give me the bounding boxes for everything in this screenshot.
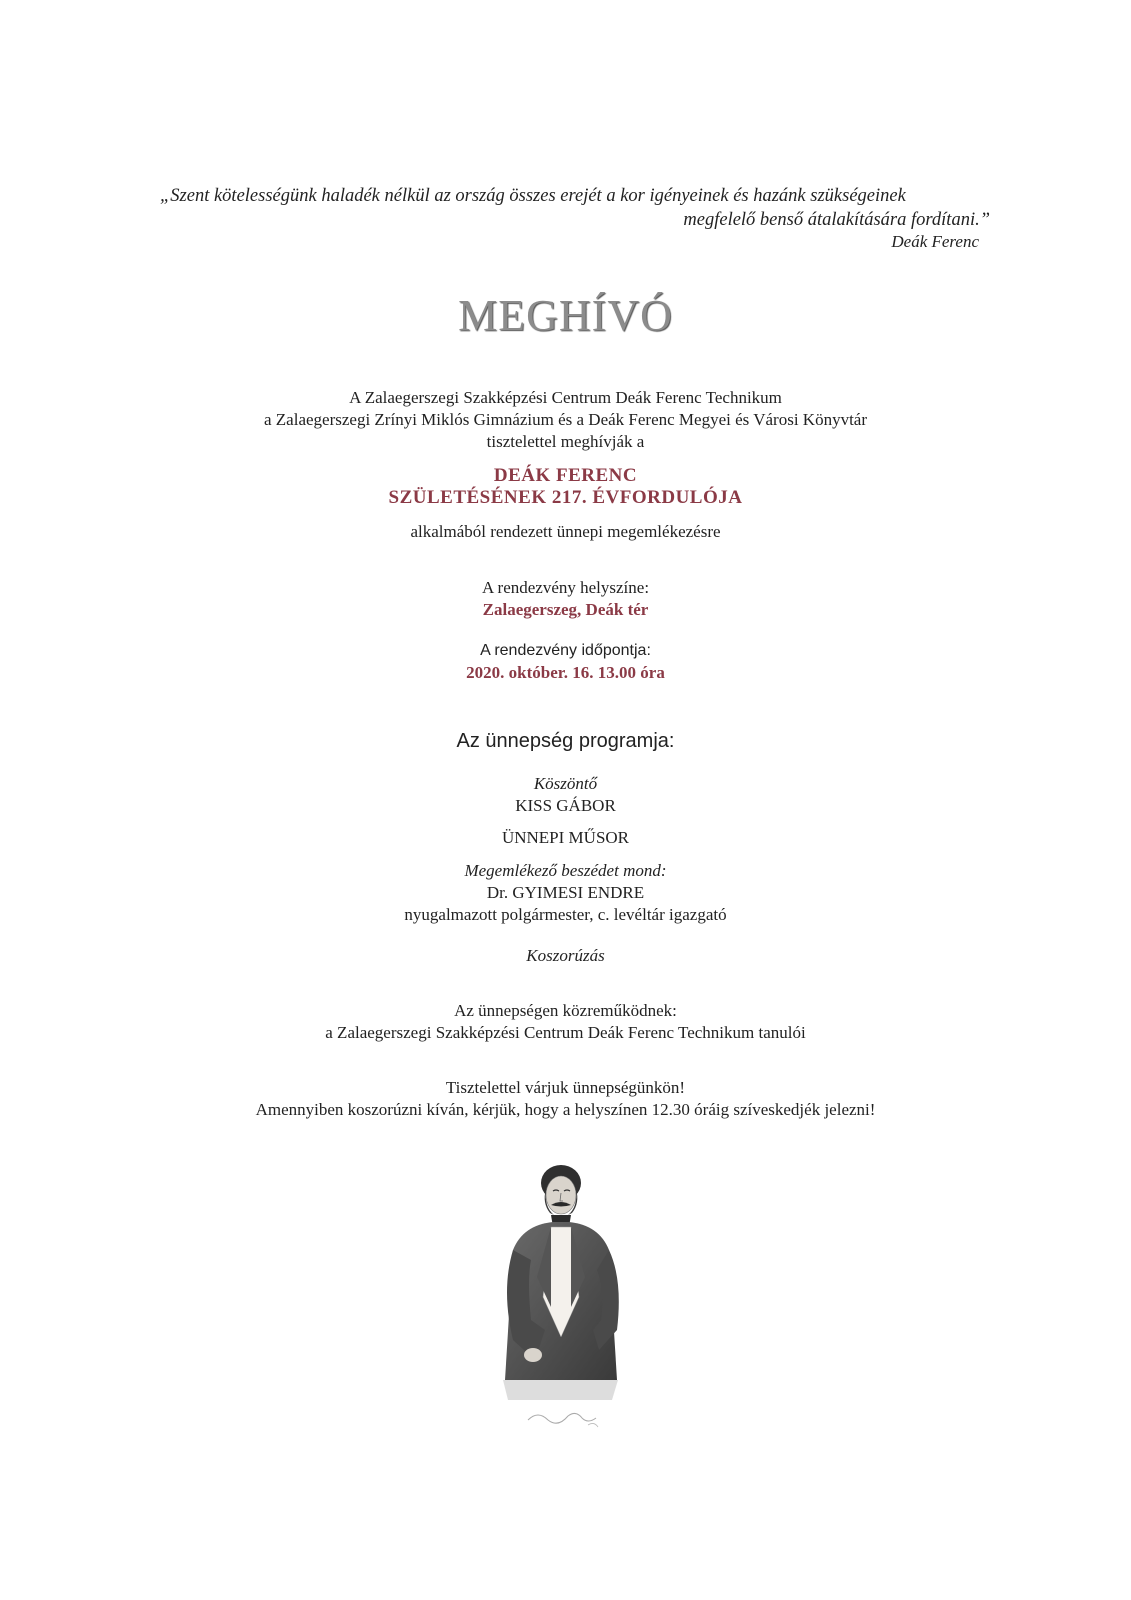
time-label: A rendezvény időpontja: xyxy=(480,642,651,659)
closing-line-1: Tisztelettel várjuk ünnepségünkön! xyxy=(445,1078,686,1097)
program-greeting xyxy=(0,773,1131,817)
event-name-line-1: DEÁK FERENC xyxy=(493,465,638,486)
event-name xyxy=(0,465,1131,509)
greeting-name: KISS GÁBOR xyxy=(515,796,616,815)
quote-author: Deák Ferenc xyxy=(891,232,979,251)
speaker-title: nyugalmazott polgármester, c. levéltár igazgató xyxy=(404,905,727,924)
speech-label: Megemlékező beszédet mond: xyxy=(464,861,667,880)
venue-value: Zalaegerszeg, Deák tér xyxy=(482,600,649,619)
venue-block xyxy=(0,577,1131,621)
invite-line-1: A Zalaegerszegi Szakképzési Centrum Deák Ferenc Technikum xyxy=(349,388,782,407)
page-title: MEGHÍVÓ xyxy=(458,291,673,340)
greeting-label: Köszöntő xyxy=(533,774,598,793)
closing-line-2: Amennyiben koszorúzni kíván, kérjük, hogy a helyszínen 12.30 óráig szíveskedjék jelezni! xyxy=(255,1100,876,1119)
program-speech xyxy=(0,860,1131,926)
program-title: Az ünnepség programja: xyxy=(456,730,675,752)
event-occasion: alkalmából rendezett ünnepi megemlékezésre xyxy=(410,522,721,541)
program-wreath: Koszorúzás xyxy=(526,946,605,965)
quote-line-2: megfelelő benső átalakítására fordítani.” xyxy=(683,210,990,230)
portrait-image xyxy=(493,1155,628,1440)
time-block xyxy=(0,640,1131,684)
quote-line-1: „Szent kötelességünk haladék nélkül az ország összes erejét a kor igényeinek és hazánk szükségeinek xyxy=(160,186,906,206)
invite-line-2: a Zalaegerszegi Zrínyi Miklós Gimnázium és a Deák Ferenc Megyei és Városi Könyvtár xyxy=(264,410,867,429)
contributors-label: Az ünnepségen közreműködnek: xyxy=(454,1001,677,1020)
invite-text xyxy=(0,387,1131,453)
event-name-line-2: SZÜLETÉSÉNEK 217. ÉVFORDULÓJA xyxy=(388,487,743,508)
epigraph-quote xyxy=(160,184,1000,232)
invite-line-3: tisztelettel meghívják a xyxy=(486,432,645,451)
closing-block xyxy=(0,1077,1131,1121)
contributors-value: a Zalaegerszegi Szakképzési Centrum Deák Ferenc Technikum tanulói xyxy=(325,1023,806,1042)
program-show: ÜNNEPI MŰSOR xyxy=(501,828,630,847)
contributors-block xyxy=(0,1000,1131,1044)
time-value: 2020. október. 16. 13.00 óra xyxy=(466,663,665,682)
speaker-name: Dr. GYIMESI ENDRE xyxy=(486,883,645,902)
venue-label: A rendezvény helyszíne: xyxy=(481,578,650,597)
